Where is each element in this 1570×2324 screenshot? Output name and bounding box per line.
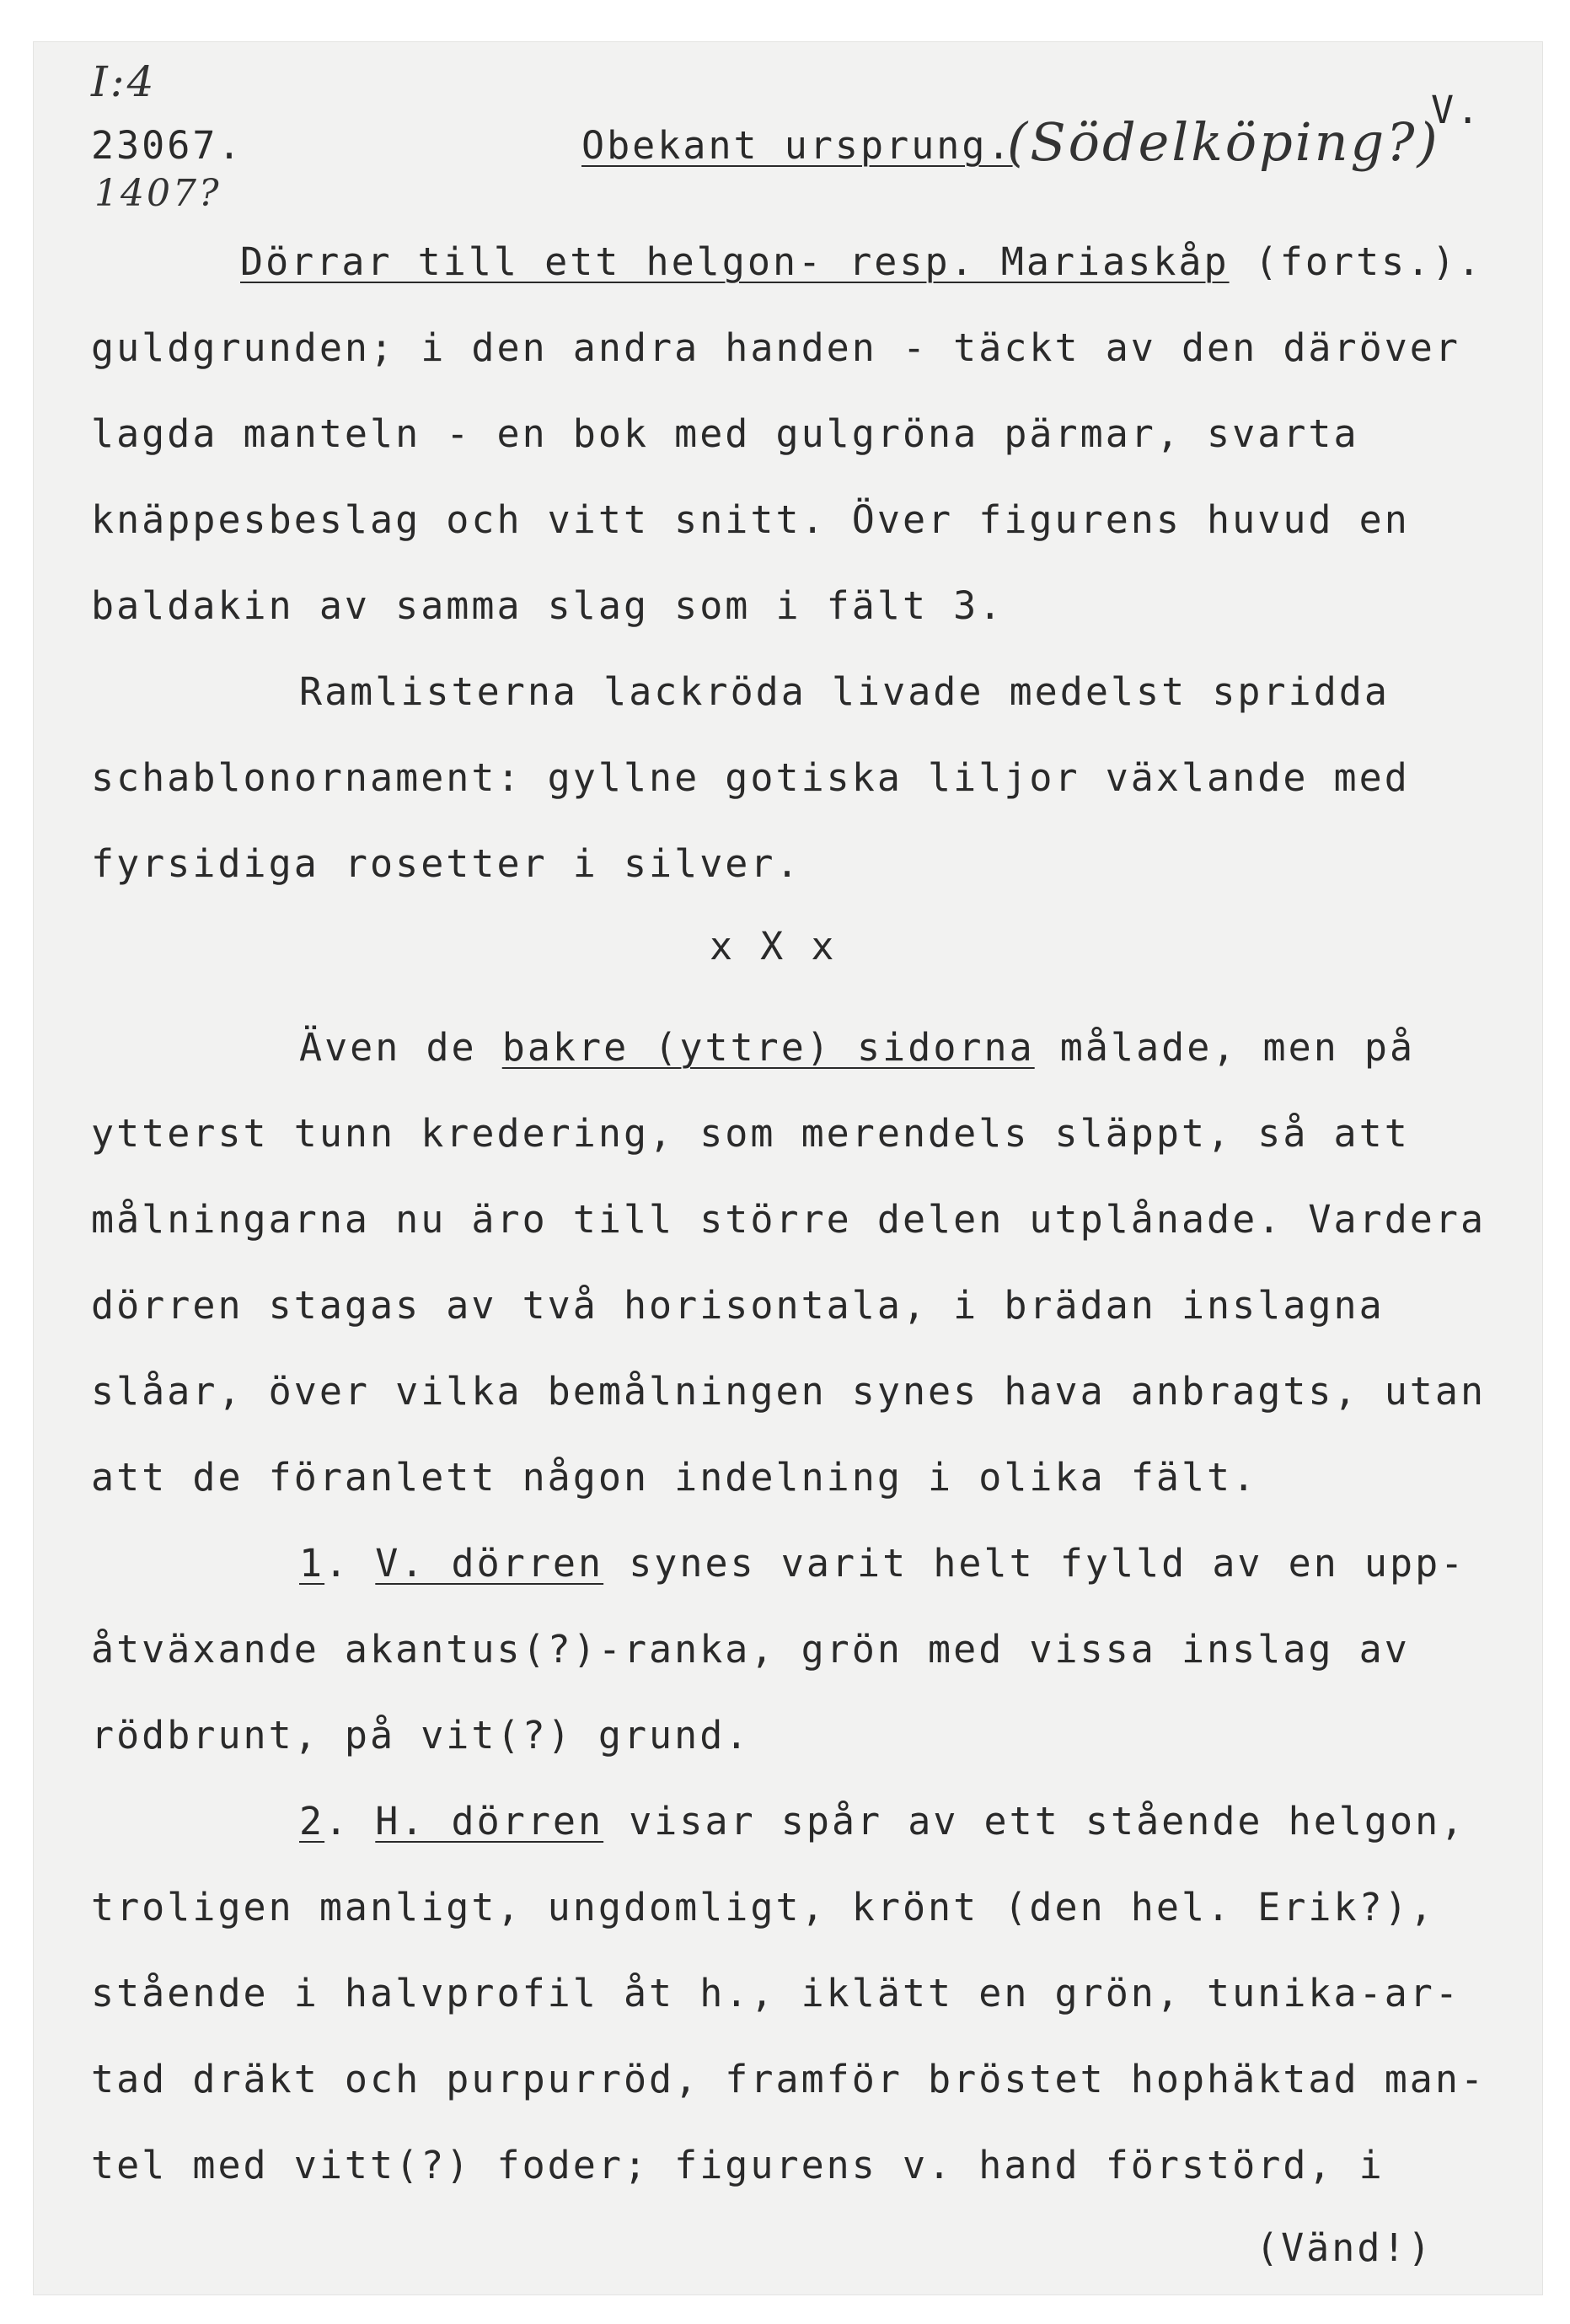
turn-over-note: (Vänd!) bbox=[1256, 2225, 1433, 2270]
item2-line: stående i halvprofil åt h., iklätt en grön, tunika-ar- bbox=[91, 1971, 1460, 2015]
section-separator: x X x bbox=[710, 924, 837, 969]
item2-number: 2 bbox=[299, 1799, 325, 1844]
paragraph3-line: målningarna nu äro till större delen utplånade. Vardera bbox=[91, 1197, 1487, 1242]
paragraph1-line: guldgrunden; i den andra handen - täckt av den däröver bbox=[91, 325, 1460, 370]
item1-line: rödbrunt, på vit(?) grund. bbox=[91, 1713, 751, 1758]
item2-period: . bbox=[324, 1799, 376, 1844]
title-suffix: (forts.). bbox=[1229, 239, 1483, 284]
paragraph3-line: ytterst tunn kredering, som merendels släppt, så att bbox=[91, 1111, 1410, 1156]
paragraph2-line: schablonornament: gyllne gotiska liljor växlande med bbox=[91, 755, 1410, 800]
item2-first-line bbox=[299, 1799, 1466, 1844]
handwritten-year: 1407? bbox=[94, 172, 222, 215]
paragraph3-line: slåar, över vilka bemålningen synes hava anbragts, utan bbox=[91, 1369, 1487, 1414]
document-title bbox=[240, 239, 1483, 284]
item2-line: troligen manligt, ungdomligt, krönt (den hel. Erik?), bbox=[91, 1885, 1435, 1930]
catalog-number: 23067. bbox=[91, 123, 244, 168]
paragraph2-line: fyrsidiga rosetter i silver. bbox=[91, 841, 801, 886]
item1-line: åtväxande akantus(?)-ranka, grön med vissa inslag av bbox=[91, 1627, 1410, 1672]
item1-label: V. dörren bbox=[375, 1541, 604, 1586]
item2-label: H. dörren bbox=[375, 1799, 604, 1844]
catalog-card bbox=[34, 42, 1542, 2294]
title-main: Dörrar till ett helgon- resp. Mariaskåp bbox=[240, 239, 1230, 284]
paragraph3-first-line bbox=[299, 1025, 1416, 1070]
item2-rest: visar spår av ett stående helgon, bbox=[603, 1799, 1466, 1844]
paragraph1-line: lagda manteln - en bok med gulgröna pärmar, svarta bbox=[91, 411, 1359, 456]
paragraph3-underlined: bakre (yttre) sidorna bbox=[501, 1025, 1035, 1070]
paragraph3-line: dörren stagas av två horisontala, i brädan inslagna bbox=[91, 1283, 1385, 1328]
sheet-number: V. bbox=[1431, 88, 1482, 132]
paragraph3-line: att de föranlett någon indelning i olika fält. bbox=[91, 1455, 1258, 1500]
item2-line: tel med vitt(?) foder; figurens v. hand förstörd, i bbox=[91, 2143, 1385, 2187]
item1-first-line bbox=[299, 1541, 1466, 1586]
item2-line: tad dräkt och purpurröd, framför bröstet hophäktad man- bbox=[91, 2057, 1487, 2101]
paragraph3-pre: Även de bbox=[299, 1025, 502, 1070]
handwritten-ref: I:4 bbox=[91, 57, 157, 106]
item1-period: . bbox=[324, 1541, 376, 1586]
paragraph1-line: knäppesbeslag och vitt snitt. Över figurens huvud en bbox=[91, 497, 1410, 542]
paragraph2-line: Ramlisterna lackröda livade medelst spridda bbox=[299, 669, 1390, 714]
handwritten-place: (Södelköping?) bbox=[1007, 111, 1440, 173]
provenance-heading: Obekant ursprung. bbox=[581, 123, 1013, 168]
item1-number: 1 bbox=[299, 1541, 325, 1586]
paragraph1-line: baldakin av samma slag som i fält 3. bbox=[91, 583, 1005, 628]
paragraph3-post: målade, men på bbox=[1034, 1025, 1416, 1070]
item1-rest: synes varit helt fylld av en upp- bbox=[603, 1541, 1466, 1586]
